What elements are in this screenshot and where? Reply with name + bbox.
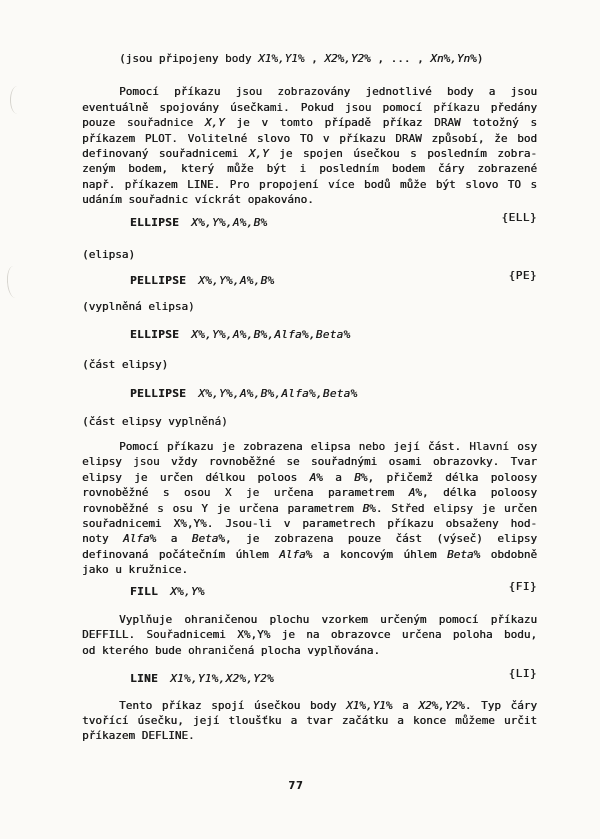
text-line: rovnoběžné s osu Y je určena parametrem B%. Střed elipsy je určen — [82, 501, 537, 515]
command-params: X%,Y%,A%,B% — [191, 215, 268, 229]
text-line: definovaný souřadnicemi X,Y je spojen úsečkou s posledním zobra- — [82, 147, 537, 161]
command-params: X%,Y% — [170, 584, 205, 598]
caption-cast-elipsy-vyplnena: (část elipsy vyplněná) — [82, 414, 228, 428]
command-params: X%,Y%,A%,B%,Alfa%,Beta% — [191, 328, 351, 342]
text-line: elipsy jsou vždy rovnoběžné se souřadnými osami obrazovky. Tvar — [82, 455, 537, 469]
text-line: Pomocí příkazu je zobrazena elipsa nebo její část. Hlavní osy — [119, 439, 537, 453]
command-line-fill — [82, 579, 537, 599]
command-params: X%,Y%,A%,B% — [198, 274, 275, 288]
command-keyword: FILL — [130, 584, 159, 598]
paragraph-draw — [82, 84, 537, 207]
text-line: elipsy je určen délkou poloos A% a B%, přičemž délka poloosy — [82, 470, 537, 484]
command-line-pellipse — [82, 269, 537, 288]
text-line: eventuálně spojovány úsečkami. Pokud jsou pomocí příkazu předány — [82, 100, 537, 114]
command-line-line — [82, 667, 537, 686]
command-line-pellipse-part — [82, 386, 537, 401]
command-keyword: ELLIPSE — [130, 215, 180, 229]
command-abbreviation: {LI} — [508, 667, 537, 681]
intro-line — [82, 51, 537, 66]
scan-artifact-mark — [6, 266, 20, 299]
text-line: tvořící úsečku, její tloušťku a tvar začátku a konce můžeme určit — [82, 714, 537, 727]
text-line: (jsou připojeny body X1%,Y1% , X2%,Y2% , ... , Xn%,Yn%) — [119, 52, 484, 65]
text-line: např. příkazem LINE. Pro propojení více bodů může být slovo TO s — [82, 177, 537, 191]
text-line: zeným bodem, který může být i posledním bodem čáry zobrazené — [82, 162, 537, 176]
text-line: od kterého bude ohraničená plocha vyplňována. — [82, 643, 381, 657]
text-line: DEFFILL. Souřadnicemi X%,Y% je na obrazovce určena poloha bodu, — [82, 628, 537, 642]
paragraph-ellipse — [82, 439, 537, 578]
command-params: X%,Y%,A%,B%,Alfa%,Beta% — [198, 387, 358, 401]
command-abbreviation: {FI} — [508, 579, 537, 593]
text-line: souřadnicemi X%,Y%. Jsou-li v parametrech příkazu obsaženy hod- — [82, 516, 537, 530]
command-keyword: LINE — [130, 672, 159, 686]
text-line: Vyplňuje ohraničenou plochu vzorkem určeným pomocí příkazu — [119, 612, 537, 626]
paragraph-fill — [82, 612, 537, 658]
command-line-ellipse-part — [82, 327, 537, 342]
text-line: pouze souřadnice X,Y je v tomto případě příkaz DRAW totožný s — [82, 116, 537, 130]
scan-artifact-mark — [10, 86, 22, 114]
command-abbreviation: {ELL} — [501, 210, 537, 224]
command-keyword: PELLIPSE — [130, 387, 187, 401]
text-line: Tento příkaz spojí úsečkou body X1%,Y1% a X2%,Y2%. Typ čáry — [119, 698, 537, 712]
text-line: udáním souřadnic víckrát opakováno. — [82, 193, 314, 207]
command-line-ellipse — [82, 210, 537, 230]
command-keyword: PELLIPSE — [130, 274, 187, 288]
page-content — [82, 51, 537, 744]
page-number: 77 — [288, 779, 304, 792]
caption-cast-elipsy: (část elipsy) — [82, 357, 169, 371]
command-keyword: ELLIPSE — [130, 328, 180, 342]
command-abbreviation: {PE} — [508, 269, 537, 283]
text-line: rovnoběžné s osou X je určena parametrem A%, délka poloosy — [82, 486, 537, 500]
text-line: jako u kružnice. — [82, 563, 188, 577]
text-line: noty Alfa% a Beta%, je zobrazena pouze část (výseč) elipsy — [82, 532, 537, 546]
text-line: příkazem PLOT. Volitelné slovo TO v příkazu DRAW způsobí, že bod — [82, 131, 537, 145]
caption-elipsa: (elipsa) — [82, 248, 135, 262]
paragraph-line — [82, 698, 537, 744]
text-line: příkazem DEFLINE. — [82, 729, 195, 743]
text-line: Pomocí příkazu jsou zobrazovány jednotlivé body a jsou — [119, 85, 537, 99]
caption-vyplnena-elipsa: (vyplněná elipsa) — [82, 299, 195, 313]
text-line: definovaná počátečním úhlem Alfa% a koncovým úhlem Beta% obdobně — [82, 547, 537, 561]
command-params: X1%,Y1%,X2%,Y2% — [170, 672, 274, 686]
